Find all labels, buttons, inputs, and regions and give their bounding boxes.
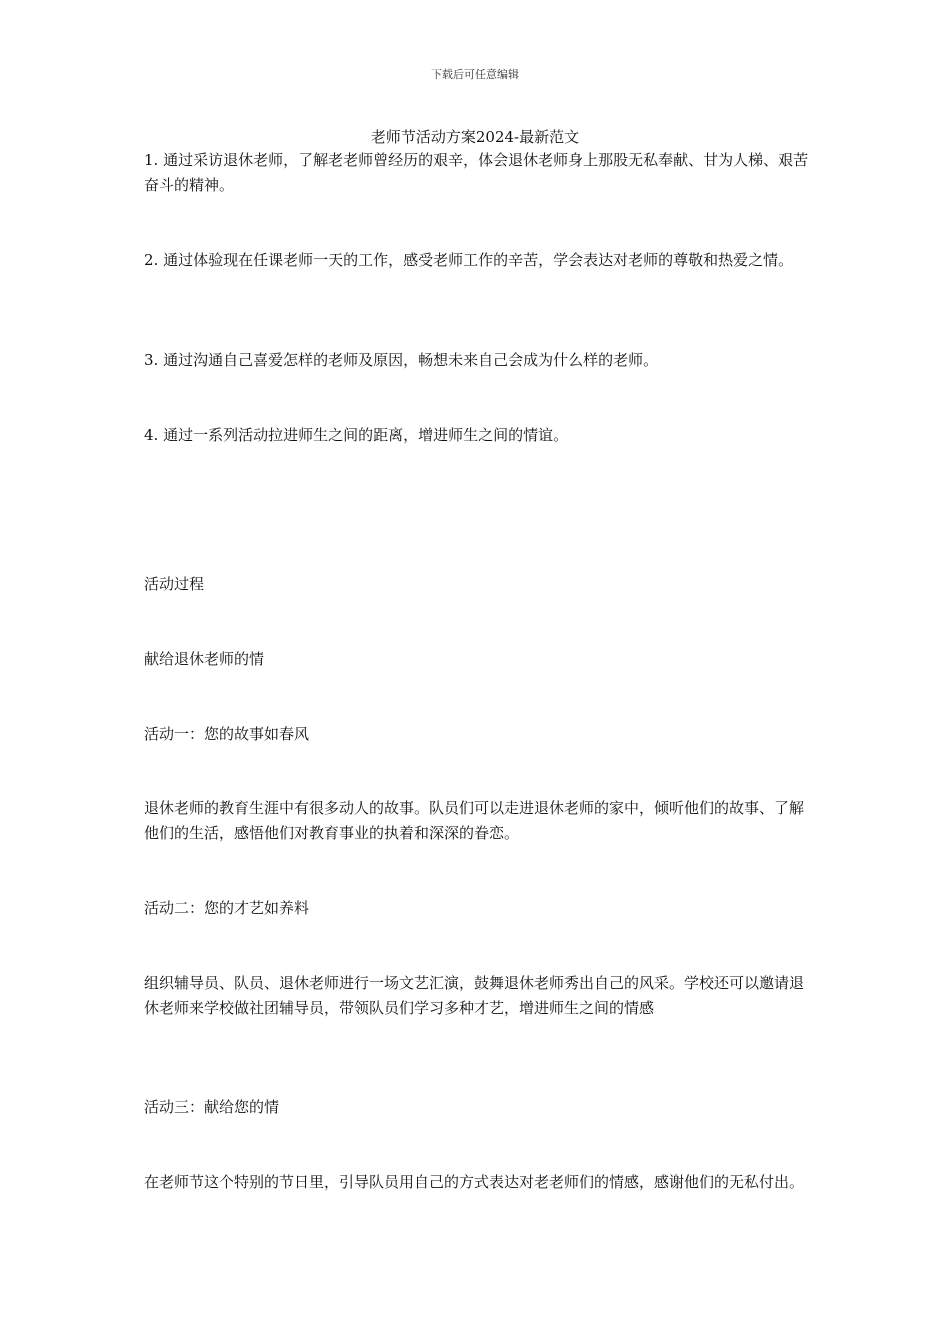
activity-1-heading: 活动一：您的故事如春风 <box>144 725 310 743</box>
activity-3-body: 在老师节这个特别的节日里，引导队员用自己的方式表达对老老师们的情感，感谢他们的无私付出。 <box>144 1173 805 1191</box>
activity-1-body: 退休老师的教育生涯中有很多动人的故事。队员们可以走进退休老师的家中，倾听他们的故事、了解他们的生活，感悟他们对教育事业的执着和深深的眷恋。 <box>144 799 805 842</box>
section-heading: 献给退休老师的情 <box>144 650 265 668</box>
goal-1: 1. 通过采访退休老师，了解老老师曾经历的艰辛，体会退休老师身上那股无私奉献、甘为人梯、艰苦奋斗的精神。 <box>144 151 809 194</box>
goal-2: 2. 通过体验现在任课老师一天的工作，感受老师工作的辛苦，学会表达对老师的尊敬和热爱之情。 <box>144 251 794 269</box>
process-heading: 活动过程 <box>144 575 205 593</box>
activity-2-heading: 活动二：您的才艺如养料 <box>144 899 310 917</box>
goal-3: 3. 通过沟通自己喜爱怎样的老师及原因，畅想未来自己会成为什么样的老师。 <box>144 351 659 369</box>
page-header-note: 下载后可任意编辑 <box>431 68 519 81</box>
activity-2-body: 组织辅导员、队员、退休老师进行一场文艺汇演，鼓舞退休老师秀出自己的风采。学校还可以邀请退休老师来学校做社团辅导员，带领队员们学习多种才艺，增进师生之间的情感 <box>144 974 805 1017</box>
goal-4: 4. 通过一系列活动拉进师生之间的距离，增进师生之间的情谊。 <box>144 426 569 444</box>
activity-3-heading: 活动三：献给您的情 <box>144 1098 280 1116</box>
document-title: 老师节活动方案2024-最新范文 <box>370 128 580 146</box>
